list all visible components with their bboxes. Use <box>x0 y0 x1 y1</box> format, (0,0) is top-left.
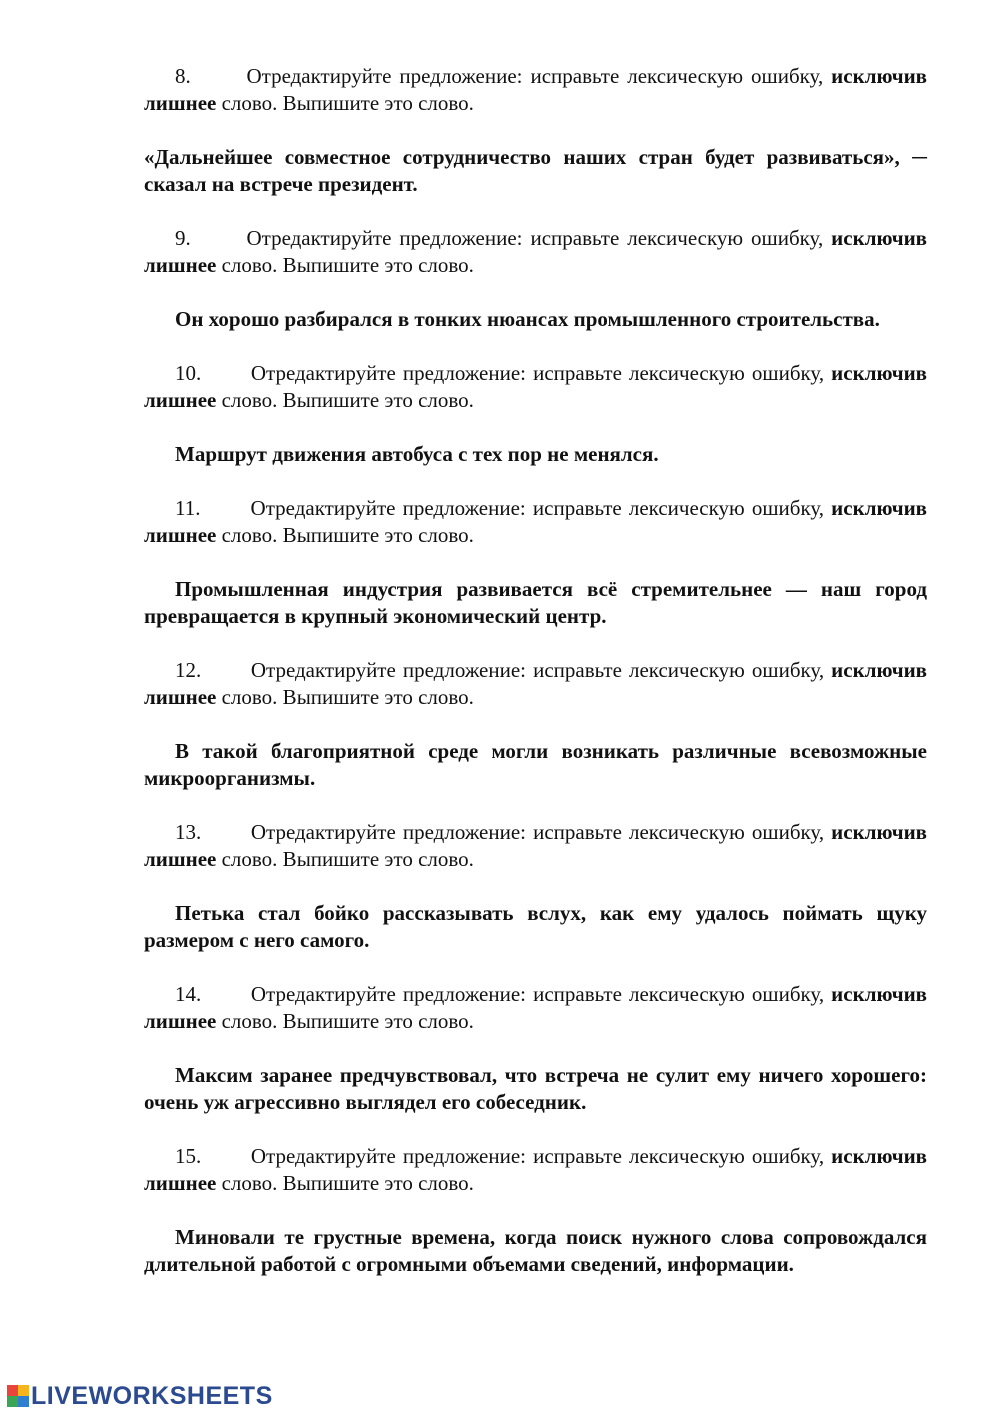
task-number: 9. <box>175 226 191 250</box>
task-number: 10. <box>175 361 202 385</box>
task-instruction: 10. Отредактируйте предложение: исправьте лексическую ошибку, исключив лишнее слово. Выпишите это слово. <box>144 361 928 412</box>
task-number: 15. <box>175 1144 202 1168</box>
logo-square-red <box>7 1385 18 1396</box>
logo-square-yellow <box>18 1385 29 1396</box>
task-instruction: 11. Отредактируйте предложение: исправьте лексическую ошибку, исключив лишнее слово. Выпишите это слово. <box>144 496 928 547</box>
task-number: 12. <box>175 658 202 682</box>
task-instruction: 15. Отредактируйте предложение: исправьте лексическую ошибку, исключив лишнее слово. Выпишите это слово. <box>144 1144 928 1195</box>
task-sentence: «Дальнейшее совместное сотрудничество наших стран будет развиваться», ─ сказал на встрече президент. <box>144 145 927 196</box>
task-instruction: 13. Отредактируйте предложение: исправьте лексическую ошибку, исключив лишнее слово. Выпишите это слово. <box>144 820 928 871</box>
task-number: 11. <box>175 496 201 520</box>
task-sentence: Промышленная индустрия развивается всё стремительнее — наш город превращается в крупный экономический центр. <box>144 577 927 628</box>
task-sentence: Он хорошо разбирался в тонких нюансах промышленного строительства. <box>175 307 880 331</box>
task-instruction: 12. Отредактируйте предложение: исправьте лексическую ошибку, исключив лишнее слово. Выпишите это слово. <box>144 658 928 709</box>
task-instruction: 8. Отредактируйте предложение: исправьте лексическую ошибку, исключив лишнее слово. Выпишите это слово. <box>144 64 928 115</box>
task-sentence: Петька стал бойко рассказывать вслух, как ему удалось поймать щуку размером с него самого. <box>144 901 927 952</box>
task-instruction: 9. Отредактируйте предложение: исправьте лексическую ошибку, исключив лишнее слово. Выпишите это слово. <box>144 226 928 277</box>
worksheet-content <box>144 63 927 1305</box>
task-sentence: Миновали те грустные времена, когда поиск нужного слова сопровождался длительной работой с огромными объемами сведений, информации. <box>144 1225 927 1276</box>
liveworksheets-logo[interactable] <box>7 1381 273 1411</box>
task-number: 13. <box>175 820 202 844</box>
task-sentence: Максим заранее предчувствовал, что встреча не сулит ему ничего хорошего: очень уж агрессивно выглядел его собеседник. <box>144 1063 927 1114</box>
logo-square-blue <box>18 1396 29 1407</box>
task-sentence: В такой благоприятной среде могли возникать различные всевозможные микроорганизмы. <box>144 739 927 790</box>
task-number: 14. <box>175 982 202 1006</box>
logo-text: LIVEWORKSHEETS <box>31 1381 273 1410</box>
logo-square-green <box>7 1396 18 1407</box>
task-sentence: Маршрут движения автобуса с тех пор не менялся. <box>175 442 659 466</box>
task-instruction: 14. Отредактируйте предложение: исправьте лексическую ошибку, исключив лишнее слово. Выпишите это слово. <box>144 982 928 1033</box>
logo-icon <box>7 1385 29 1407</box>
task-number: 8. <box>175 64 191 88</box>
